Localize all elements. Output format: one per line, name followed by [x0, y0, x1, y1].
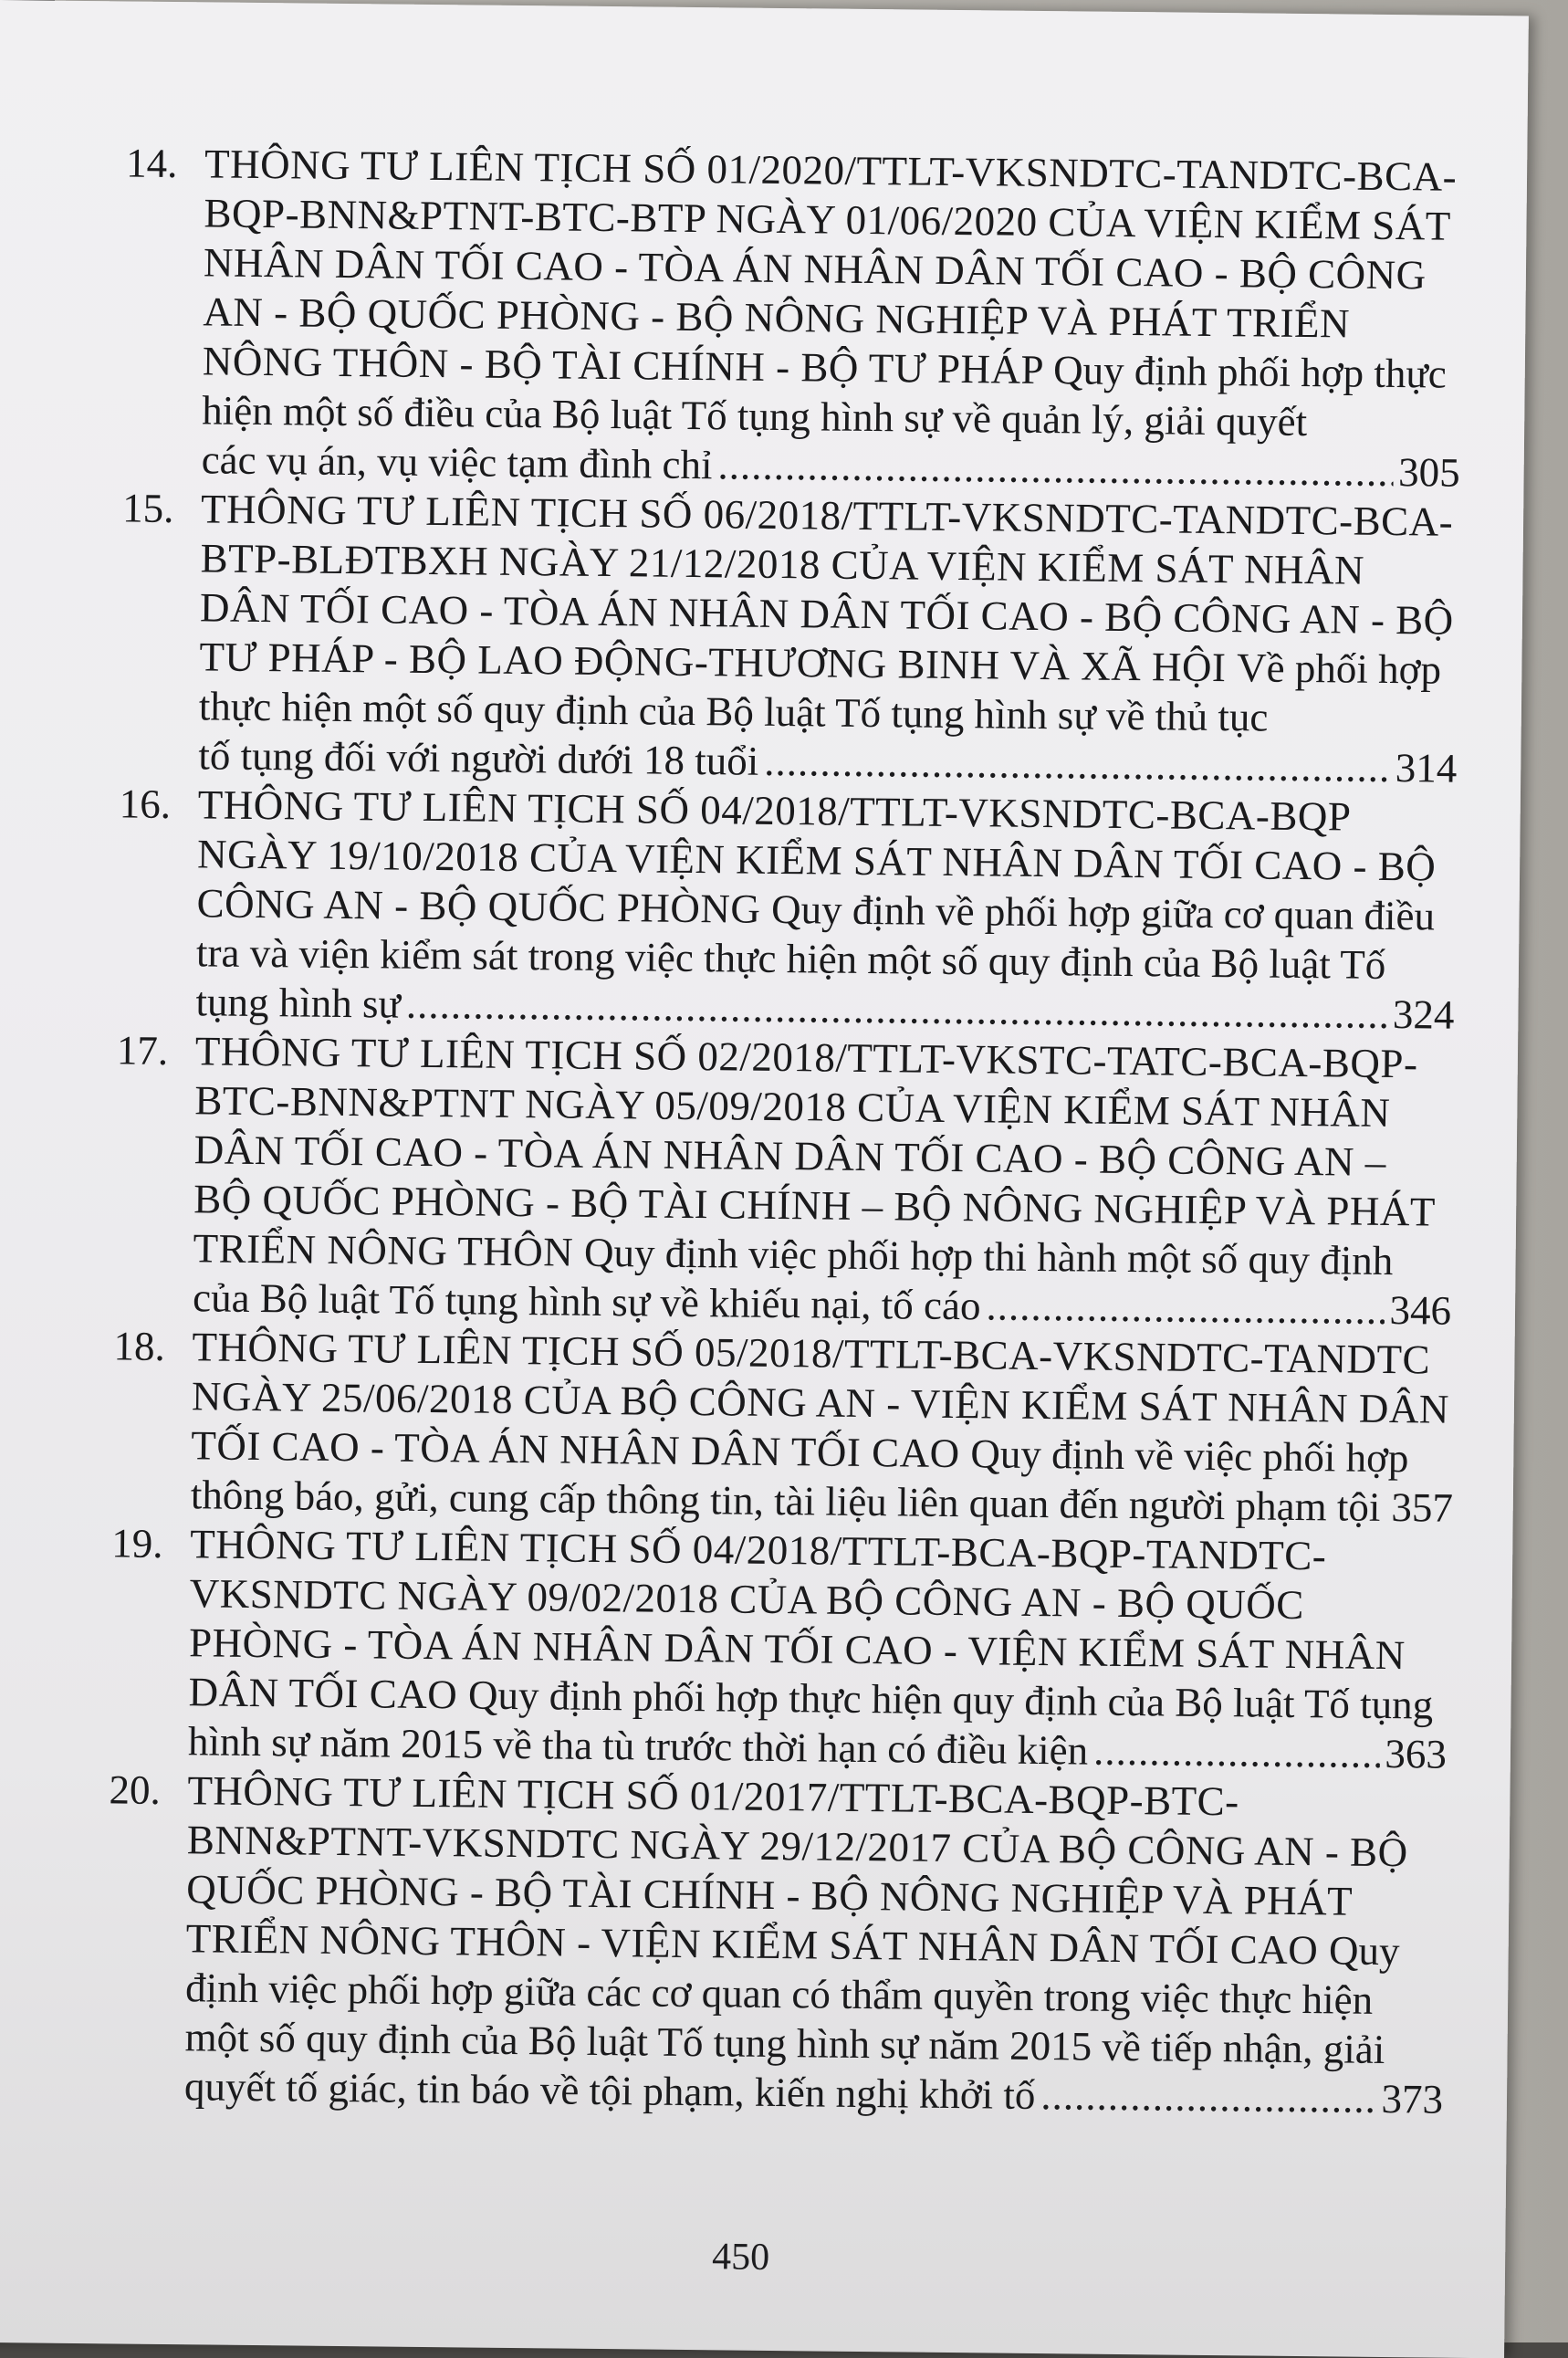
entry-last-line-text: quyết tố giác, tin báo về tội phạm, kiến nghị khởi tố	[183, 2063, 1036, 2119]
entry-description: Quy định phối hợp thực hiện quy định của Bộ luật Tố tụng	[467, 1672, 1434, 1728]
toc-entry-18[interactable]	[112, 1321, 1454, 1532]
dot-leader	[986, 1281, 1385, 1335]
dot-leader	[1093, 1726, 1380, 1778]
entry-page-number[interactable]: 346	[1389, 1287, 1452, 1334]
page-number-footer: 450	[711, 2236, 770, 2279]
entry-last-line-text: của Bộ luật Tố tụng hình sự về khiếu nại, tố cáo	[192, 1274, 981, 1329]
entry-description: Quy định việc phối hợp thi hành một số quy định	[583, 1229, 1394, 1284]
entry-title: THÔNG TƯ LIÊN TỊCH SỐ 04/2018/TTLT-VKSNDTC-BCA-BQP NGÀY 19/10/2018 CỦA VIỆN KIỂM SÁT NHÂN DÂN TỐI CAO - BỘ CÔNG AN - BỘ QUỐC PHÒNG	[196, 781, 1437, 932]
toc-entry-17[interactable]	[114, 1025, 1454, 1335]
table-of-contents	[106, 138, 1464, 2123]
entry-page-number[interactable]: 314	[1395, 745, 1458, 791]
entry-number: 16.	[119, 781, 172, 828]
entry-last-line-text: tố tụng đối với người dưới 18 tuổi	[198, 732, 759, 784]
entry-description: Quy định về việc phối hợp	[970, 1431, 1409, 1482]
toc-entry-19[interactable]	[110, 1518, 1449, 1778]
entry-body	[198, 484, 1459, 792]
entry-last-line-text: thông báo, gửi, cung cấp thông tin, tài liệu liên quan đến người phạm tội	[190, 1472, 1381, 1530]
entry-last-line-text: tụng hình sự	[195, 979, 402, 1027]
entry-description: Quy định về phối hợp giữa cơ quan điều tra và viện kiểm sát trong việc thực hiện một số quy định của Bộ luật Tố	[195, 886, 1436, 988]
entry-body	[190, 1322, 1454, 1532]
entry-last-line-text: các vụ án, vụ việc tạm đình chỉ	[201, 436, 713, 488]
entry-title: THÔNG TƯ LIÊN TỊCH SỐ 05/2018/TTLT-BCA-VKSNDTC-TANDTC NGÀY 25/06/2018 CỦA BỘ CÔNG AN - VIỆN KIỂM SÁT NHÂN DÂN TỐI CAO - TÒA ÁN NHÂN DÂN TỐI CAO	[191, 1324, 1450, 1477]
entry-number: 15.	[121, 485, 174, 532]
entry-page-number[interactable]: 324	[1392, 991, 1455, 1038]
entry-body	[184, 1766, 1447, 2123]
entry-page-number[interactable]: 357	[1391, 1484, 1454, 1531]
entry-description: Quy định phối hợp thực hiện một số điều của Bộ luật Tố tụng hình sự về quản lý, giải quyết	[202, 347, 1448, 445]
entry-title: THÔNG TƯ LIÊN TỊCH SỐ 06/2018/TTLT-VKSNDTC-TANDTC-BCA-BTP-BLĐTBXH NGÀY 21/12/2018 CỦA VIỆN KIỂM SÁT NHÂN DÂN TỐI CAO - TÒA ÁN NHÂN DÂN TỐI CAO - BỘ CÔNG AN - BỘ TƯ PHÁP - BỘ LAO ĐỘNG-THƯƠNG BINH VÀ XÃ HỘI	[199, 486, 1454, 691]
entry-description: Quy định việc phối hợp giữa các cơ quan có thẩm quyền trong việc thực hiện một số quy định của Bộ luật Tố tụng hình sự năm 2015 về tiếp nhận, giải	[184, 1927, 1400, 2073]
entry-number: 19.	[111, 1520, 163, 1567]
entry-last-line-text: hình sự năm 2015 về tha tù trước thời hạn có điều kiện	[187, 1718, 1089, 1774]
dot-leader	[1385, 1483, 1386, 1532]
entry-body	[201, 139, 1463, 497]
entry-title: THÔNG TƯ LIÊN TỊCH SỐ 01/2017/TTLT-BCA-BQP-BTC-BNN&PTNT-VKSNDTC NGÀY 29/12/2017 CỦA BỘ CÔNG AN - BỘ QUỐC PHÒNG - BỘ TÀI CHÍNH - BỘ NÔNG NGHIỆP VÀ PHÁT TRIỂN NÔNG THÔN - VIỆN KIỂM SÁT NHÂN DÂN TỐI CAO	[185, 1767, 1408, 1974]
entry-body	[188, 1519, 1449, 1778]
entry-number: 20.	[109, 1766, 161, 1813]
entry-page-number[interactable]: 363	[1385, 1730, 1448, 1777]
dot-leader	[764, 737, 1390, 792]
entry-title: THÔNG TƯ LIÊN TỊCH SỐ 02/2018/TTLT-VKSTC-TATC-BCA-BQP-BTC-BNN&PTNT NGÀY 05/09/2018 CỦA VIỆN KIỂM SÁT NHÂN DÂN TỐI CAO - TÒA ÁN NHÂN DÂN TỐI CAO - BỘ CÔNG AN – BỘ QUỐC PHÒNG - BỘ TÀI CHÍNH – BỘ NÔNG NGHIỆP VÀ PHÁT TRIỂN NÔNG THÔN	[193, 1028, 1436, 1275]
entry-number: 14.	[125, 140, 178, 187]
entry-number: 18.	[113, 1323, 166, 1369]
dot-leader	[717, 440, 1393, 497]
entry-description: Về phối hợp thực hiện một số quy định của Bộ luật Tố tụng hình sự về thủ tục	[198, 645, 1442, 740]
toc-entry-16[interactable]	[117, 779, 1457, 1039]
entry-body	[193, 1026, 1454, 1335]
toc-entry-14[interactable]	[122, 138, 1463, 497]
dot-leader	[1040, 2070, 1376, 2123]
entry-body	[195, 780, 1457, 1039]
toc-entry-15[interactable]	[120, 483, 1459, 792]
toc-entry-20[interactable]	[106, 1765, 1447, 2123]
entry-title: THÔNG TƯ LIÊN TỊCH SỐ 01/2020/TTLT-VKSNDTC-TANDTC-BCA-BQP-BNN&PTNT-BTC-BTP NGÀY 01/06/2020 CỦA VIỆN KIỂM SÁT NHÂN DÂN TỐI CAO - TÒA ÁN NHÂN DÂN TỐI CAO - BỘ CÔNG AN - BỘ QUỐC PHÒNG - BỘ NÔNG NGHIỆP VÀ PHÁT TRIỂN NÔNG THÔN - BỘ TÀI CHÍNH - BỘ TƯ PHÁP	[202, 141, 1458, 393]
entry-page-number[interactable]: 305	[1397, 449, 1460, 496]
entry-title: THÔNG TƯ LIÊN TỊCH SỐ 04/2018/TTLT-BCA-BQP-TANDTC-VKSNDTC NGÀY 09/02/2018 CỦA BỘ CÔNG AN - BỘ QUỐC PHÒNG - TÒA ÁN NHÂN DÂN TỐI CAO - VIỆN KIỂM SÁT NHÂN DÂN TỐI CAO	[188, 1521, 1406, 1718]
entry-page-number[interactable]: 373	[1381, 2075, 1444, 2122]
entry-number: 17.	[116, 1027, 169, 1074]
